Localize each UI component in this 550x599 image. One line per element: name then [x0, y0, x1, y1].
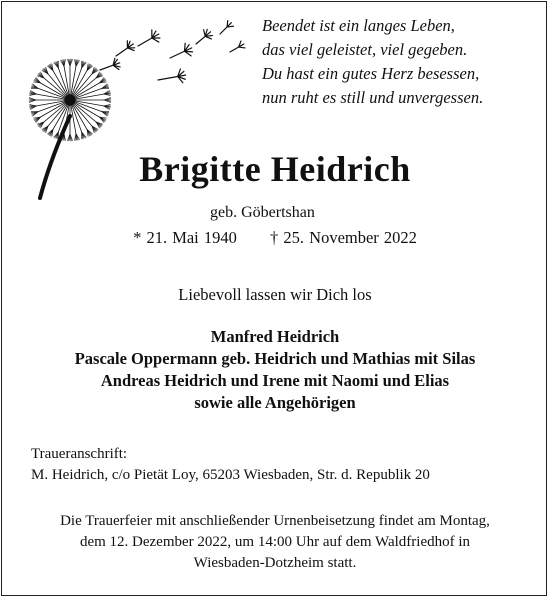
mourner: Manfred Heidrich [210, 327, 340, 346]
poem-line: nun ruht es still und unvergessen. [262, 88, 484, 107]
poem-line: Du hast ein gutes Herz besessen, [262, 64, 480, 83]
farewell-line: Liebevoll lassen wir Dich los [178, 285, 372, 304]
poem-line: das viel geleistet, viel gegeben. [262, 40, 468, 59]
mourner: Andreas Heidrich und Irene mit Naomi und Elias [100, 371, 450, 390]
poem-line: Beendet ist ein langes Leben, [262, 16, 455, 35]
address-value: M. Heidrich, c/o Pietät Loy, 65203 Wiesbaden, Str. d. Republik 20 [31, 467, 430, 483]
ceremony-notice [0, 511, 550, 574]
mourner: Pascale Oppermann geb. Heidrich und Mathias mit Silas [74, 349, 476, 368]
mourners-list [0, 326, 550, 414]
mourning-address [31, 444, 531, 486]
birth-date: * 21. Mai 1940 [133, 228, 237, 247]
address-label: Traueranschrift: [31, 446, 128, 462]
ceremony-line: Die Trauerfeier mit anschließender Urnenbeisetzung findet am Montag, [60, 513, 490, 529]
life-dates [0, 228, 550, 248]
ceremony-line: dem 12. Dezember 2022, um 14:00 Uhr auf dem Waldfriedhof in [79, 534, 471, 550]
ceremony-line: Wiesbaden-Dotzheim statt. [193, 555, 357, 571]
poem [262, 14, 532, 110]
deceased-name: Brigitte Heidrich [139, 149, 411, 189]
mourner: sowie alle Angehörigen [194, 393, 356, 412]
death-date: † 25. November 2022 [270, 228, 417, 247]
birth-name: geb. Göbertshan [210, 204, 315, 221]
